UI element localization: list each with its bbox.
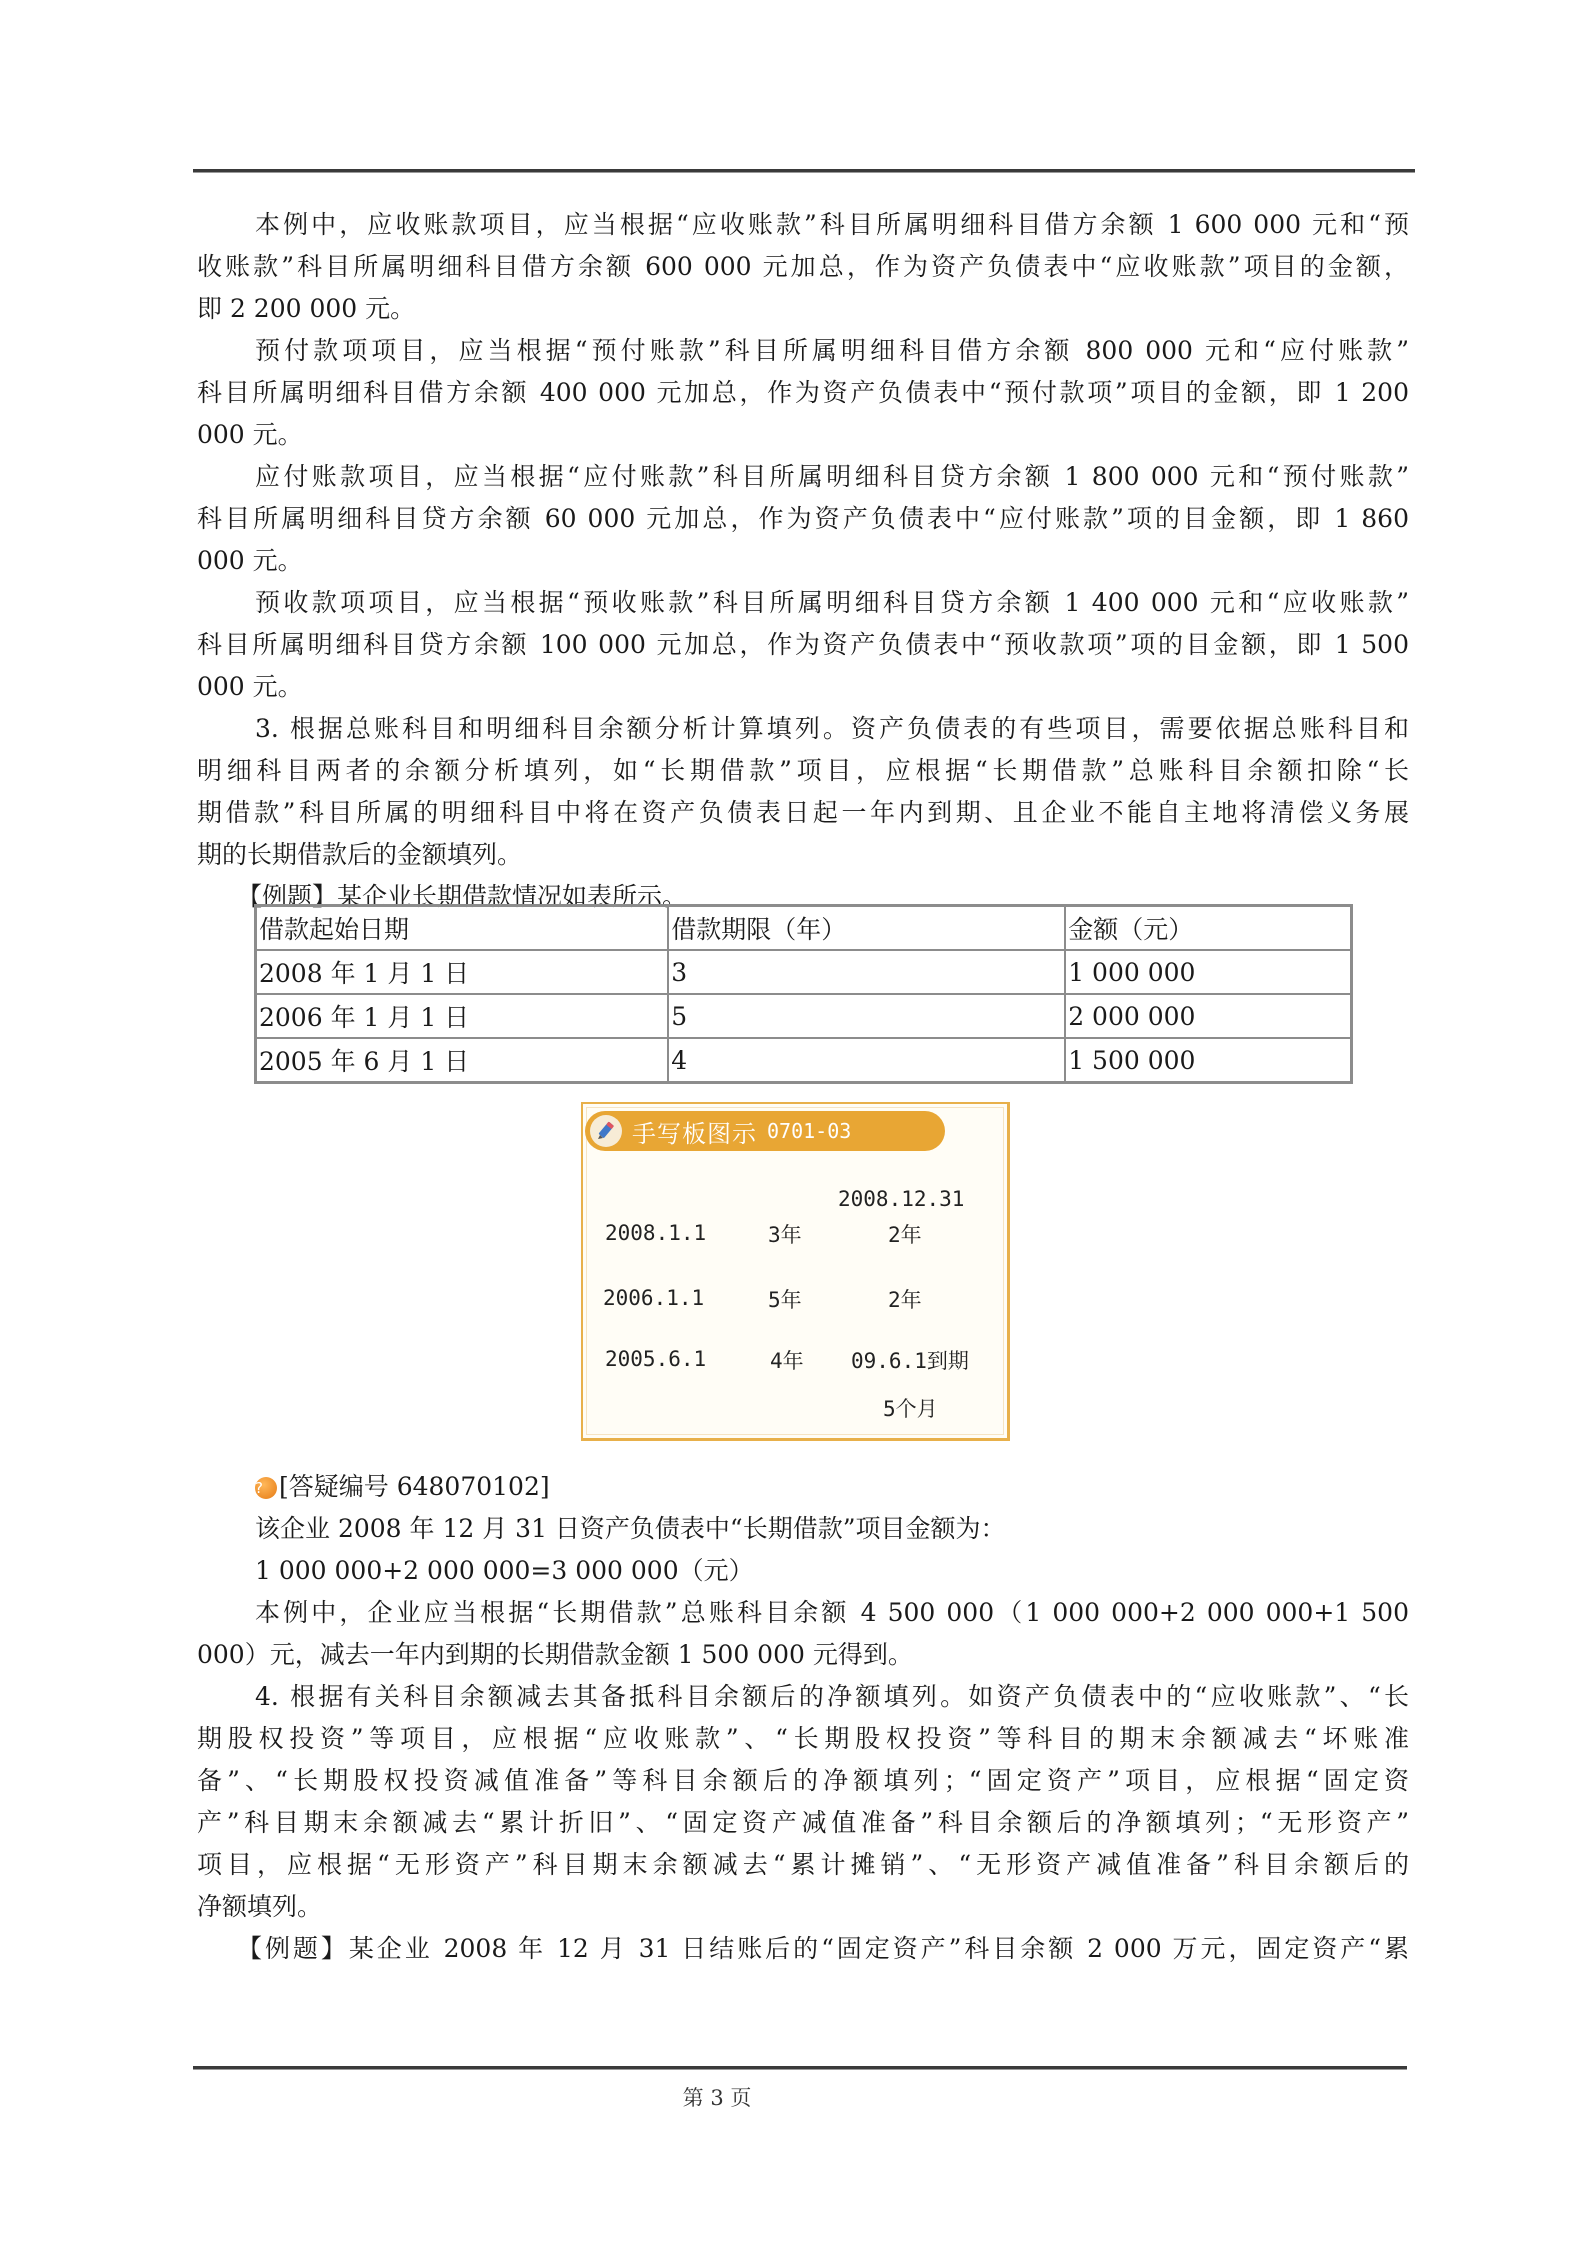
table-cell: 5 — [668, 994, 1065, 1038]
table-row — [256, 1038, 1352, 1083]
formula-line: 1 000 000+2 000 000=3 000 000（元） — [255, 1556, 754, 1585]
paragraph-line: 期的长期借款后的金额填列。 — [197, 840, 523, 869]
table-cell: 1 500 000 — [1065, 1038, 1351, 1083]
paragraph-line: 即 2 200 000 元。 — [197, 294, 416, 323]
table-header-cell: 金额（元） — [1065, 906, 1351, 951]
board-remaining: 2年 — [888, 1288, 922, 1312]
table-cell: 4 — [668, 1038, 1065, 1083]
board-header — [585, 1111, 945, 1151]
board-remaining: 2年 — [888, 1223, 922, 1247]
paragraph-line: 科目所属明细科目贷方余额 100 000 元加总，作为资产负债表中“预收款项”项的目金额，即 1 500 — [197, 630, 1409, 659]
paragraph-line: 收账款”科目所属明细科目借方余额 600 000 元加总，作为资产负债表中“应收账款”项目的金额， — [197, 252, 1409, 281]
example-heading: 【例题】某企业长期借款情况如表所示。 — [237, 882, 688, 911]
paragraph-line: 本例中，企业应当根据“长期借款”总账科目余额 4 500 000（1 000 000+2 000 000+1 500 — [255, 1598, 1409, 1627]
table-header-row — [256, 906, 1352, 951]
qa-label: [答疑编号 648070102] — [279, 1472, 550, 1501]
board-code: 0701-03 — [767, 1119, 852, 1143]
paragraph-line: 净额填列。 — [197, 1892, 323, 1921]
board-term: 3年 — [768, 1223, 802, 1247]
paragraph-line: 明细科目两者的余额分析填列，如“长期借款”项目，应根据“长期借款”总账科目余额扣除“长 — [197, 756, 1409, 785]
text-block-bottom — [197, 1466, 1409, 1970]
table-row — [256, 994, 1352, 1038]
paragraph-line: 4. 根据有关科目余额减去其备抵科目余额后的净额填列。如资产负债表中的“应收账款”、“长 — [255, 1682, 1409, 1711]
loan-table — [254, 904, 1353, 1084]
table-row — [256, 950, 1352, 994]
table-cell: 2 000 000 — [1065, 994, 1351, 1038]
table-header-cell: 借款期限（年） — [668, 906, 1065, 951]
table-cell: 2005 年 6 月 1 日 — [256, 1038, 669, 1083]
board-term: 5年 — [768, 1288, 802, 1312]
board-term: 4年 — [770, 1349, 804, 1373]
board-title: 手写板图示 — [632, 1119, 757, 1148]
paragraph-line: 科目所属明细科目借方余额 400 000 元加总，作为资产负债表中“预付款项”项目的金额，即 1 200 — [197, 378, 1409, 407]
paragraph-line: 项目，应根据“无形资产”科目期末余额减去“累计摊销”、“无形资产减值准备”科目余额后的 — [197, 1850, 1409, 1879]
board-start-date: 2008.1.1 — [605, 1221, 707, 1245]
paragraph-line: 该企业 2008 年 12 月 31 日资产负债表中“长期借款”项目金额为： — [255, 1514, 1006, 1543]
paragraph-line: 产”科目期末余额减去“累计折旧”、“固定资产减值准备”科目余额后的净额填列；“无形资产” — [197, 1808, 1409, 1837]
paragraph-line: 期借款”科目所属的明细科目中将在资产负债表日起一年内到期、且企业不能自主地将清偿义务展 — [197, 798, 1409, 827]
paragraph-line: 本例中，应收账款项目，应当根据“应收账款”科目所属明细科目借方余额 1 600 000 元和“预 — [255, 210, 1409, 239]
board-start-date: 2006.1.1 — [603, 1286, 705, 1310]
handwriting-board — [581, 1102, 1010, 1441]
board-start-date: 2005.6.1 — [605, 1347, 707, 1371]
header-rule — [193, 169, 1415, 172]
pencil-icon — [590, 1115, 622, 1147]
board-remaining: 09.6.1到期 — [851, 1349, 969, 1373]
table-cell: 1 000 000 — [1065, 950, 1351, 994]
table-header-cell: 借款起始日期 — [256, 906, 669, 951]
paragraph-line: 应付账款项目，应当根据“应付账款”科目所属明细科目贷方余额 1 800 000 元和“预付账款” — [255, 462, 1409, 491]
paragraph-line: 期股权投资”等项目，应根据“应收账款”、“长期股权投资”等科目的期末余额减去“坏账准 — [197, 1724, 1409, 1753]
footer-rule — [193, 2066, 1407, 2069]
paragraph-line: 000 元。 — [197, 546, 303, 575]
table-cell: 3 — [668, 950, 1065, 994]
qa-reference — [197, 1466, 1409, 1508]
paragraph-line: 3. 根据总账科目和明细科目余额分析计算填列。资产负债表的有些项目，需要依据总账科目和 — [255, 714, 1409, 743]
table-cell: 2008 年 1 月 1 日 — [256, 950, 669, 994]
paragraph-line: 000）元，减去一年内到期的长期借款金额 1 500 000 元得到。 — [197, 1640, 913, 1669]
board-last-note: 5个月 — [883, 1397, 938, 1421]
table-cell: 2006 年 1 月 1 日 — [256, 994, 669, 1038]
page-number: 第 3 页 — [682, 2086, 752, 2110]
board-note-date: 2008.12.31 — [838, 1187, 965, 1211]
paragraph-line: 【例题】某企业 2008 年 12 月 31 日结账后的“固定资产”科目余额 2 000 万元，固定资产“累 — [237, 1934, 1409, 1963]
paragraph-line: 000 元。 — [197, 420, 303, 449]
paragraph-line: 科目所属明细科目贷方余额 60 000 元加总，作为资产负债表中“应付账款”项的目金额，即 1 860 — [197, 504, 1409, 533]
text-block-top — [197, 204, 1409, 918]
paragraph-line: 000 元。 — [197, 672, 303, 701]
paragraph-line: 备”、“长期股权投资减值准备”等科目余额后的净额填列；“固定资产”项目，应根据“固定资 — [197, 1766, 1409, 1795]
paragraph-line: 预付款项项目，应当根据“预付账款”科目所属明细科目借方余额 800 000 元和“应付账款” — [255, 336, 1409, 365]
board-inner-frame — [586, 1107, 1004, 1435]
paragraph-line: 预收款项项目，应当根据“预收账款”科目所属明细科目贷方余额 1 400 000 元和“应收账款” — [255, 588, 1409, 617]
question-icon: ? — [255, 1477, 277, 1499]
